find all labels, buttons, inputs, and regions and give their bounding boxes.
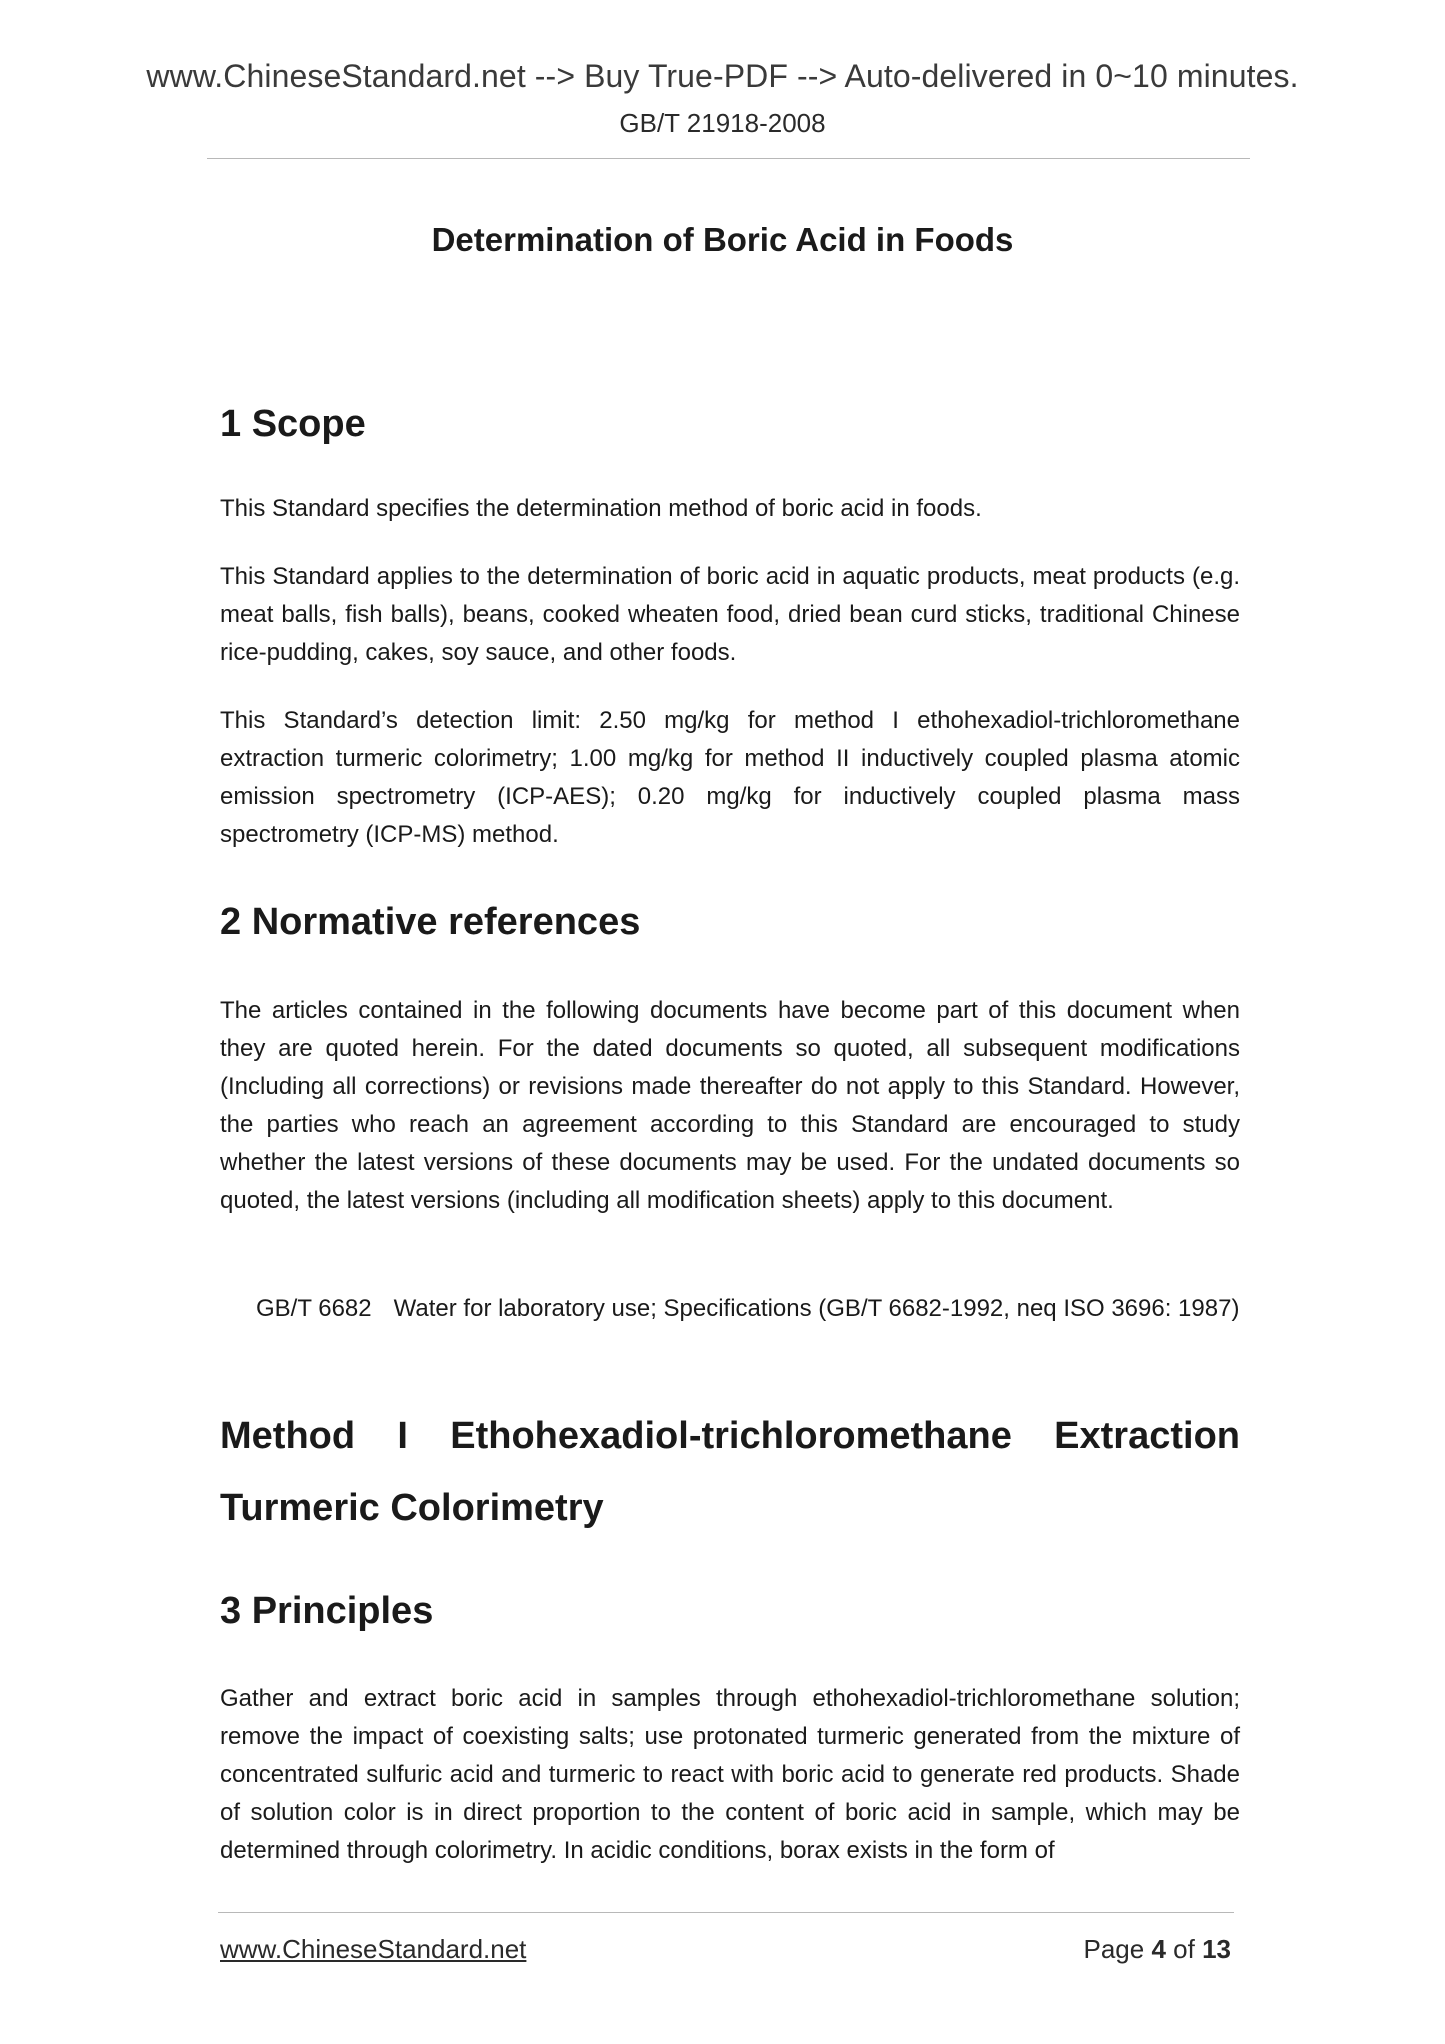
- footer-divider: [218, 1912, 1234, 1913]
- page-number: [1083, 1934, 1231, 1965]
- scope-section: [220, 402, 1240, 448]
- standard-code: GB/T 21918-2008: [619, 108, 826, 138]
- page-label: Page: [1083, 1934, 1145, 1964]
- principles-paragraph-wrap: [220, 1680, 1240, 1870]
- footer-website-link[interactable]: www.ChineseStandard.net: [220, 1934, 527, 1964]
- scope-paragraph-2-wrap: [220, 558, 1240, 672]
- scope-paragraph-1: This Standard specifies the determination method of boric acid in foods.: [220, 495, 982, 522]
- reference-text: Water for laboratory use; Specifications (GB/T 6682-1992, neq ISO 3696: 1987): [393, 1295, 1240, 1322]
- header-divider: [207, 158, 1250, 159]
- scope-paragraph-3: This Standard’s detection limit: 2.50 mg/kg for method I ethohexadiol-trichloromethane extraction turmeric colorimetry; 1.00 mg/kg for method II inductively coupled plasma atomic emission spectrometry (ICP-AES); 0.20 mg/kg for inductively coupled plasma mass spectrometry (ICP-MS) method.: [220, 707, 1240, 848]
- scope-heading: 1 Scope: [220, 403, 366, 445]
- page-of: of: [1173, 1934, 1195, 1964]
- principles-paragraph: Gather and extract boric acid in samples through ethohexadiol-trichloromethane solution; remove the impact of coexisting salts; use protonated turmeric generated from the mixture of concentrated sulfuric acid and turmeric to react with boric acid to generate red products. Shade of solution color is in direct proportion to the content of boric acid in sample, which may be determined through colorimetry. In acidic conditions, borax exists in the form of: [220, 1685, 1240, 1864]
- page-current: 4: [1151, 1934, 1166, 1964]
- header-banner: www.ChineseStandard.net --> Buy True-PDF --> Auto-delivered in 0~10 minutes.: [146, 58, 1299, 94]
- page-total: 13: [1202, 1934, 1231, 1964]
- reference-code: GB/T 6682: [256, 1295, 372, 1322]
- principles-section: [220, 1589, 1240, 1635]
- normative-paragraph: The articles contained in the following documents have become part of this document when they are quoted herein. For the dated documents so quoted, all subsequent modifications (Including all corrections) or revisions made thereafter do not apply to this Standard. However, the parties who reach an agreement according to this Standard are encouraged to study whether the latest versions of these documents may be used. For the undated documents so quoted, the latest versions (including all modification sheets) apply to this document.: [220, 997, 1240, 1214]
- method-title-line-2: Turmeric Colorimetry: [220, 1487, 604, 1529]
- document-title: Determination of Boric Acid in Foods: [431, 221, 1014, 258]
- scope-paragraph-2: This Standard applies to the determination of boric acid in aquatic products, meat products (e.g. meat balls, fish balls), beans, cooked wheaten food, dried bean curd sticks, traditional Chinese rice-pudding, cakes, soy sauce, and other foods.: [220, 563, 1240, 666]
- reference-item: [256, 1290, 1240, 1328]
- normative-heading: 2 Normative references: [220, 901, 641, 943]
- method-title-line-1: Method I Ethohexadiol-trichloromethane Extraction: [220, 1415, 1240, 1457]
- scope-paragraph-3-wrap: [220, 702, 1240, 854]
- normative-paragraph-wrap: [220, 992, 1240, 1220]
- normative-section: [220, 900, 1240, 946]
- scope-paragraph-1-wrap: [220, 490, 1240, 528]
- principles-heading: 3 Principles: [220, 1590, 434, 1632]
